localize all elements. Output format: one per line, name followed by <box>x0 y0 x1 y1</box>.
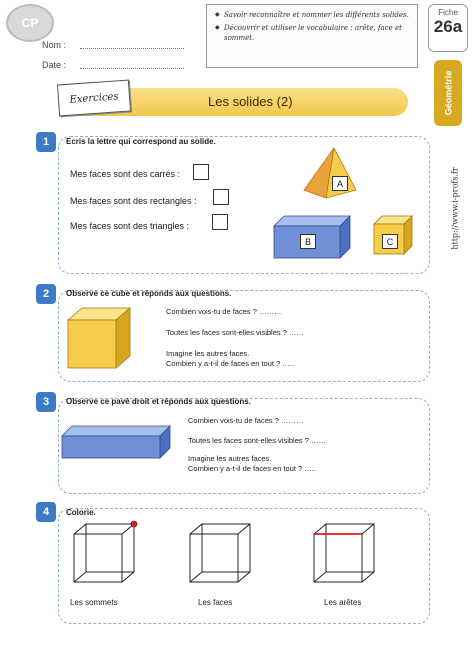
section-3-q2: Toutes les faces sont-elles visibles ? …… <box>188 436 326 445</box>
wireframe-cube-faces <box>188 522 252 586</box>
question-squares: Mes faces sont des carrés : <box>70 169 181 179</box>
section-3-q3a: Imagine les autres faces. <box>188 454 272 463</box>
fiche-number: 26a <box>433 17 463 36</box>
objective-2: ◆ Découvrir et utiliser le vocabulaire : arête, face et sommet. <box>215 23 409 43</box>
level-text: CP <box>21 16 39 30</box>
section-2-q1: Combien vois-tu de faces ? ……… <box>166 307 282 316</box>
nom-label: Nom : <box>42 40 67 50</box>
date-field[interactable] <box>80 68 184 69</box>
level-badge <box>6 4 54 42</box>
subject-text: Géométrie <box>443 70 453 116</box>
cube-solid <box>66 306 132 370</box>
answer-box-rectangles[interactable] <box>213 189 229 205</box>
section-3-q3b: Combien y a-t-il de faces en tout ? ….. <box>188 464 316 473</box>
section-3-number: 3 <box>36 392 56 412</box>
url-vertical <box>448 148 462 268</box>
question-rectangles: Mes faces sont des rectangles : <box>70 196 197 206</box>
date-label: Date : <box>42 60 67 70</box>
section-1-instruction: Ecris la lettre qui correspond au solide. <box>66 137 216 146</box>
fiche-label: Fiche <box>438 8 458 17</box>
exercices-label: Exercices <box>57 80 131 117</box>
page-title: Les solides (2) <box>208 94 293 109</box>
section-2-q3a: Imagine les autres faces. <box>166 349 250 358</box>
highlighted-vertex <box>131 521 137 527</box>
objectives-box <box>206 4 418 68</box>
section-1-number: 1 <box>36 132 56 152</box>
label-b: B <box>300 234 316 249</box>
question-triangles: Mes faces sont des triangles : <box>70 221 190 231</box>
objective-1: ◆ Savoir reconnaître et nommer les différents solides. <box>215 10 409 20</box>
wireframe-cube-edges <box>312 522 376 586</box>
label-a: A <box>332 176 348 191</box>
section-2-instruction: Observe ce cube et réponds aux questions. <box>66 289 232 298</box>
label-c: C <box>382 234 398 249</box>
section-3-instruction: Observe ce pavé droit et réponds aux questions. <box>66 397 251 406</box>
answer-box-squares[interactable] <box>193 164 209 180</box>
caption-sommets: Les sommets <box>70 598 118 607</box>
nom-field[interactable] <box>80 48 184 49</box>
fiche-badge <box>428 4 468 52</box>
section-3-q1: Combien vois-tu de faces ? ……… <box>188 416 304 425</box>
pyramid-solid <box>300 146 360 200</box>
url-text: http://www.i-profs.fr <box>450 166 460 250</box>
section-2-number: 2 <box>36 284 56 304</box>
section-2-q2: Toutes les faces sont-elles visibles ? …… <box>166 328 304 337</box>
caption-aretes: Les arêtes <box>324 598 362 607</box>
section-2-q3b: Combien y a-t-il de faces en tout ? ….. <box>166 359 294 368</box>
caption-faces: Les faces <box>198 598 233 607</box>
section-4-instruction: Colorie. <box>66 508 96 517</box>
rectangular-prism-long <box>60 424 172 460</box>
subject-tab <box>434 60 462 126</box>
section-4-number: 4 <box>36 502 56 522</box>
answer-box-triangles[interactable] <box>212 214 228 230</box>
wireframe-cube-vertices <box>72 522 136 586</box>
